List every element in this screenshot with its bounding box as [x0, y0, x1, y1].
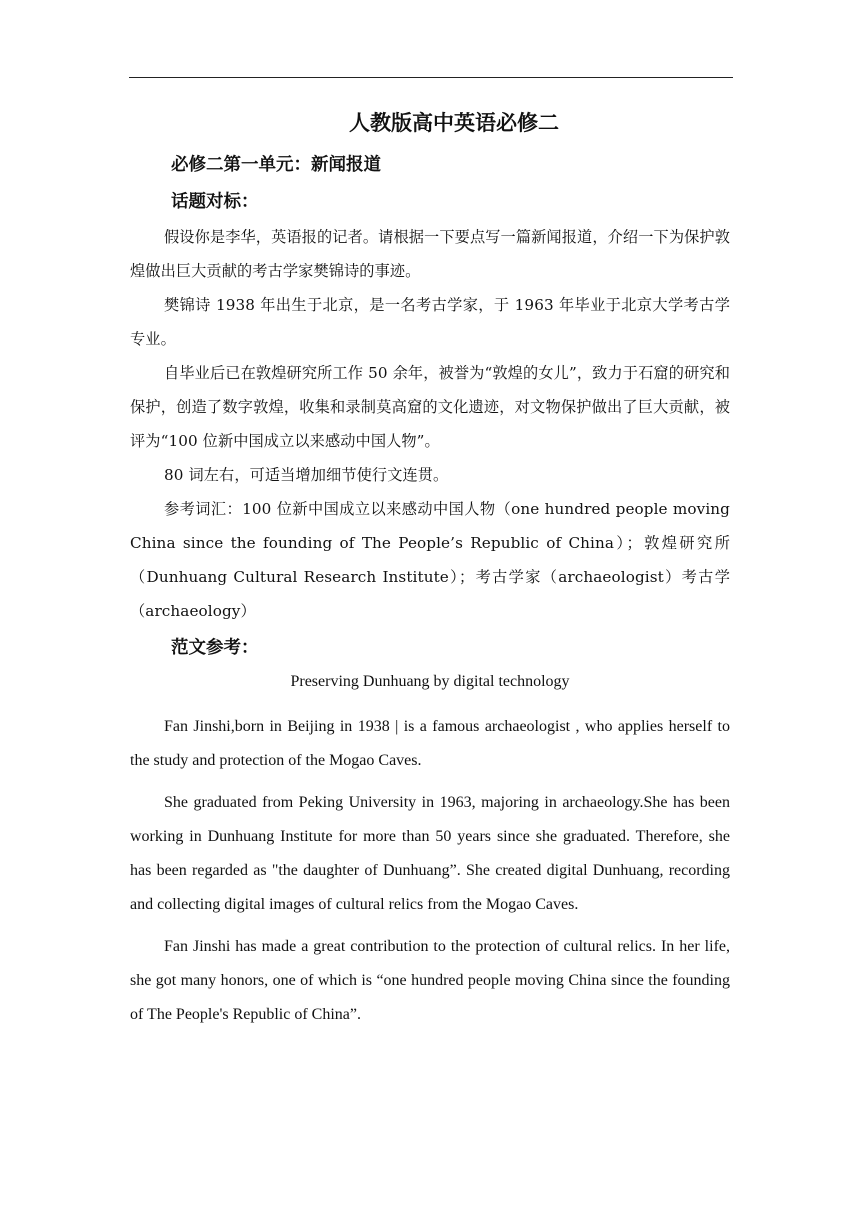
- essay-paragraph-2: She graduated from Peking University in 1963, majoring in archaeology.She has been working in Dunhuang Institute for more than 50 years since she graduated. Therefore, she has been regarded as "the daughter of Dunhuang”. She created digital Dunhuang, recording and collecting digital images of cultural relics from the Mogao Caves.: [130, 794, 730, 913]
- topic-heading: 话题对标：: [171, 192, 259, 212]
- prompt-paragraph-4: 80 词左右，可适当增加细节使行文连贯。: [164, 466, 449, 484]
- vocabulary-paragraph: 参考词汇：100 位新中国成立以来感动中国人物（one hundred people moving China since the founding of The People’s Republic of China）；敦煌研究所（Dunhuang Cultural Research Institute）；考古学家（archaeologist）考古学（archaeology）: [130, 500, 730, 620]
- essay-paragraph-1: Fan Jinshi,born in Beijing in 1938 | is a famous archaeologist , who applies herself to the study and protection of the Mogao Caves.: [130, 718, 730, 769]
- unit-title: 必修二第一单元：新闻报道: [171, 155, 381, 175]
- main-title: 人教版高中英语必修二: [349, 111, 559, 135]
- essay-title: Preserving Dunhuang by digital technology: [290, 673, 570, 690]
- document-body: [130, 108, 730, 1040]
- header-rule: [129, 77, 733, 78]
- prompt-paragraph-2: 樊锦诗 1938 年出生于北京，是一名考古学家，于 1963 年毕业于北京大学考古学专业。: [130, 296, 730, 348]
- prompt-paragraph-3: 自毕业后已在敦煌研究所工作 50 余年，被誉为“敦煌的女儿”，致力于石窟的研究和保护，创造了数字敦煌，收集和录制莫高窟的文化遗迹，对文物保护做出了巨大贡献，被评为“100 位新中国成立以来感动中国人物”。: [130, 364, 730, 450]
- sample-heading: 范文参考：: [171, 638, 259, 658]
- essay-paragraph-3: Fan Jinshi has made a great contribution to the protection of cultural relics. In her life, she got many honors, one of which is “one hundred people moving China since the founding of The People's Republic of China”.: [130, 938, 730, 1023]
- prompt-paragraph-1: 假设你是李华，英语报的记者。请根据一下要点写一篇新闻报道，介绍一下为保护敦煌做出巨大贡献的考古学家樊锦诗的事迹。: [130, 228, 730, 280]
